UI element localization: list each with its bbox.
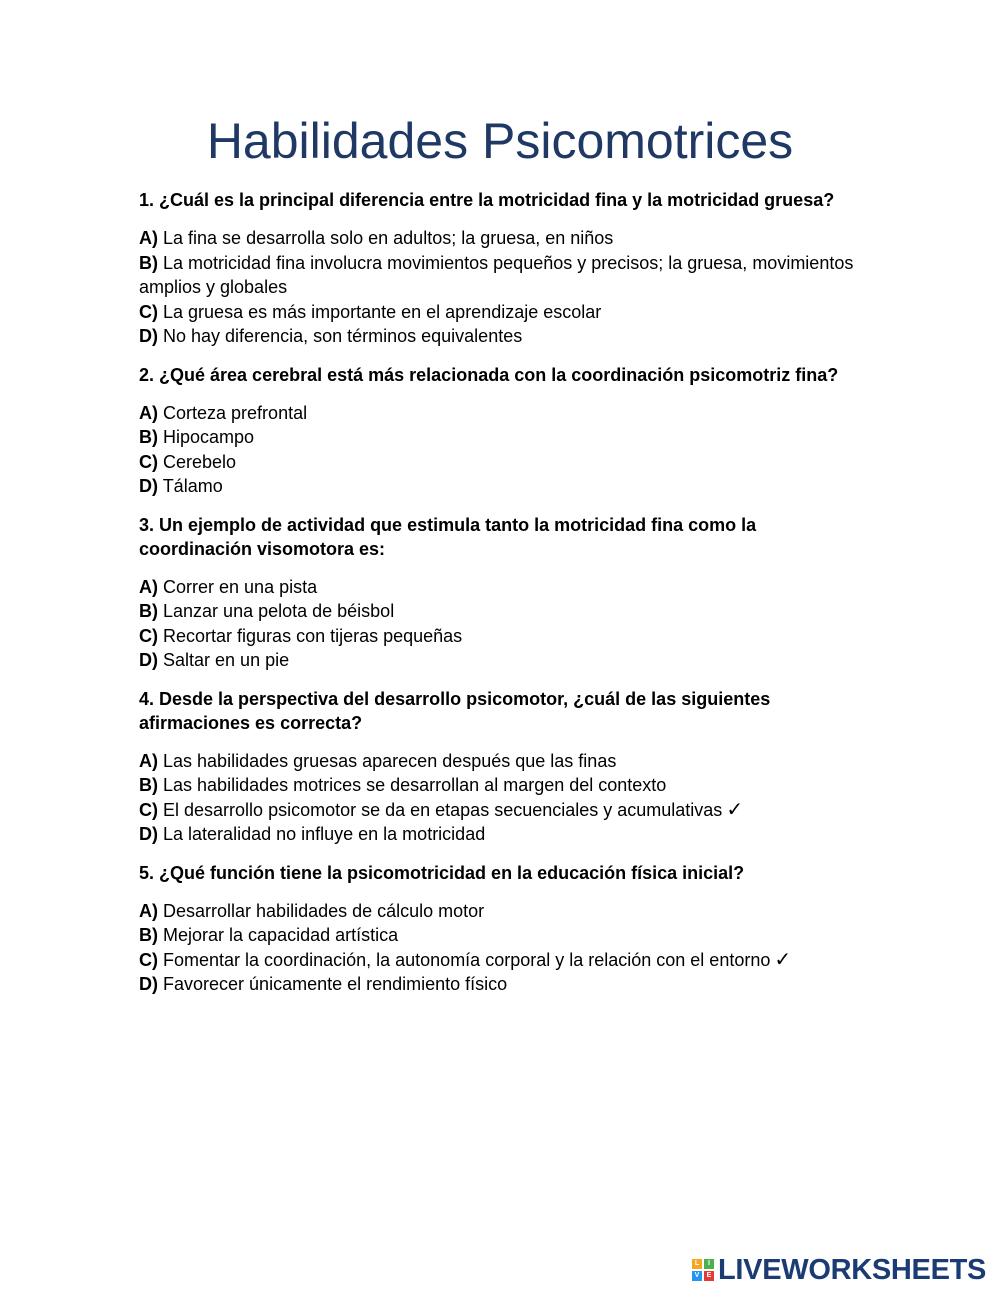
option-letter: C) bbox=[139, 301, 158, 322]
option-a[interactable] bbox=[139, 226, 869, 251]
question-3 bbox=[139, 513, 869, 673]
option-d[interactable] bbox=[139, 474, 869, 499]
checkmark-icon: ✓ bbox=[774, 948, 792, 971]
option-b[interactable] bbox=[139, 251, 869, 300]
option-text: Saltar en un pie bbox=[163, 650, 290, 670]
option-text: Corteza prefrontal bbox=[163, 402, 308, 423]
logo-mark-letter: I bbox=[704, 1259, 714, 1269]
option-text: Tálamo bbox=[162, 476, 223, 496]
answer-options bbox=[139, 749, 869, 847]
option-text: Recortar figuras con tijeras pequeñas bbox=[163, 625, 463, 646]
option-text: No hay diferencia, son términos equivalentes bbox=[163, 326, 523, 346]
option-letter: B) bbox=[139, 925, 158, 945]
logo-mark-letter: E bbox=[704, 1271, 714, 1281]
option-text: Hipocampo bbox=[163, 427, 255, 447]
option-c[interactable] bbox=[139, 798, 869, 823]
answer-options bbox=[139, 899, 869, 997]
option-letter: A) bbox=[139, 576, 158, 597]
question-1 bbox=[139, 188, 869, 349]
option-text: Desarrollar habilidades de cálculo motor bbox=[163, 900, 485, 921]
option-d[interactable] bbox=[139, 822, 869, 847]
option-d[interactable] bbox=[139, 972, 869, 997]
option-text: Cerebelo bbox=[163, 451, 237, 472]
option-letter: A) bbox=[139, 228, 158, 248]
option-letter: C) bbox=[139, 949, 158, 970]
option-text: La fina se desarrolla solo en adultos; la gruesa, en niños bbox=[163, 228, 614, 248]
logo-text: LIVEWORKSHEETS bbox=[718, 1253, 987, 1286]
option-letter: D) bbox=[139, 326, 158, 346]
option-letter: A) bbox=[139, 900, 158, 921]
question-text: 4. Desde la perspectiva del desarrollo psicomotor, ¿cuál de las siguientes afirmaciones es correcta? bbox=[139, 688, 771, 733]
option-c[interactable] bbox=[139, 300, 869, 325]
option-text: Lanzar una pelota de béisbol bbox=[163, 601, 395, 621]
question-text: 1. ¿Cuál es la principal diferencia entre la motricidad fina y la motricidad gruesa? bbox=[139, 190, 835, 210]
option-letter: B) bbox=[139, 601, 158, 621]
option-b[interactable] bbox=[139, 773, 869, 798]
question-5 bbox=[139, 861, 869, 997]
question-4 bbox=[139, 687, 869, 847]
question-text: 3. Un ejemplo de actividad que estimula tanto la motricidad fina como la coordinación visomotora es: bbox=[139, 514, 757, 559]
option-d[interactable] bbox=[139, 648, 869, 673]
option-letter: D) bbox=[139, 476, 158, 496]
option-b[interactable] bbox=[139, 425, 869, 450]
option-c[interactable] bbox=[139, 624, 869, 649]
answer-options bbox=[139, 401, 869, 499]
option-d[interactable] bbox=[139, 324, 869, 349]
option-text: La gruesa es más importante en el aprendizaje escolar bbox=[163, 301, 602, 322]
logo-mark-letter: V bbox=[692, 1271, 702, 1281]
option-letter: B) bbox=[139, 427, 158, 447]
option-text: Correr en una pista bbox=[163, 576, 318, 597]
option-c[interactable] bbox=[139, 450, 869, 475]
worksheet-content bbox=[139, 188, 869, 1011]
answer-options bbox=[139, 575, 869, 673]
option-letter: B) bbox=[139, 252, 158, 273]
option-a[interactable] bbox=[139, 401, 869, 426]
option-letter: A) bbox=[139, 402, 158, 423]
option-letter: C) bbox=[139, 625, 158, 646]
option-b[interactable] bbox=[139, 923, 869, 948]
logo-mark-icon bbox=[692, 1259, 714, 1281]
liveworksheets-logo[interactable] bbox=[692, 1253, 987, 1286]
question-text: 2. ¿Qué área cerebral está más relacionada con la coordinación psicomotriz fina? bbox=[139, 364, 839, 385]
option-letter: B) bbox=[139, 775, 158, 795]
option-text: Las habilidades motrices se desarrollan al margen del contexto bbox=[163, 775, 667, 795]
option-letter: D) bbox=[139, 824, 158, 844]
checkmark-icon: ✓ bbox=[726, 798, 744, 821]
answer-options bbox=[139, 226, 869, 349]
option-text: La lateralidad no influye en la motricidad bbox=[163, 824, 486, 844]
option-letter: D) bbox=[139, 974, 158, 994]
option-letter: C) bbox=[139, 799, 158, 820]
option-letter: C) bbox=[139, 451, 158, 472]
question-text: 5. ¿Qué función tiene la psicomotricidad en la educación física inicial? bbox=[139, 862, 745, 883]
option-text: Mejorar la capacidad artística bbox=[163, 925, 399, 945]
option-a[interactable] bbox=[139, 749, 869, 774]
option-letter: D) bbox=[139, 650, 158, 670]
option-text: El desarrollo psicomotor se da en etapas secuenciales y acumulativas bbox=[163, 799, 723, 820]
option-c[interactable] bbox=[139, 948, 869, 973]
option-text: Favorecer únicamente el rendimiento físico bbox=[163, 974, 508, 994]
option-text: Las habilidades gruesas aparecen después que las finas bbox=[163, 750, 617, 771]
page-title: Habilidades Psicomotrices bbox=[206, 113, 794, 169]
option-a[interactable] bbox=[139, 899, 869, 924]
option-b[interactable] bbox=[139, 599, 869, 624]
question-2 bbox=[139, 363, 869, 499]
option-text: La motricidad fina involucra movimientos pequeños y precisos; la gruesa, movimientos amplios y globales bbox=[139, 252, 854, 297]
option-a[interactable] bbox=[139, 575, 869, 600]
logo-mark-letter: L bbox=[692, 1259, 702, 1269]
option-letter: A) bbox=[139, 750, 158, 771]
option-text: Fomentar la coordinación, la autonomía corporal y la relación con el entorno bbox=[163, 949, 771, 970]
